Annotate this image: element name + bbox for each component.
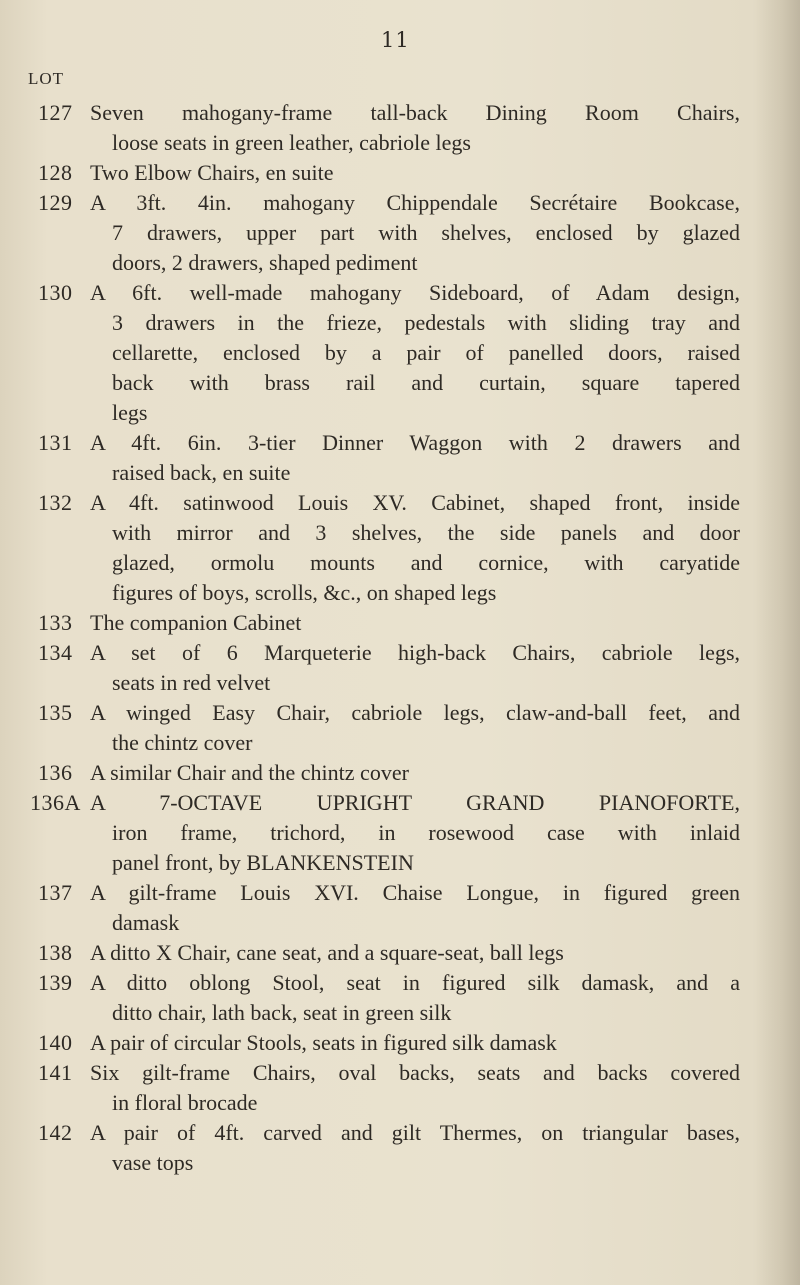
lot-description-line: 3 drawers in the frieze, pedestals with sliding tray and [112, 310, 740, 335]
lot-description-line: seats in red velvet [112, 670, 271, 695]
lot-description-line: A ditto X Chair, cane seat, and a square-seat, ball legs [90, 940, 564, 965]
lot-description [90, 1028, 740, 1058]
lot-description-line: back with brass rail and curtain, square tapered [112, 370, 740, 395]
lot-description [90, 938, 740, 968]
lot-description [90, 968, 740, 1028]
lot-description-line: A 4ft. 6in. 3-tier Dinner Waggon with 2 drawers and [90, 430, 740, 455]
lot-number: 135 [38, 700, 73, 725]
lot-description [90, 698, 740, 758]
lot-description-line: raised back, en suite [112, 460, 291, 485]
lot-description-line: A 3ft. 4in. mahogany Chippendale Secrétaire Bookcase, [90, 190, 740, 215]
lot-entry [0, 428, 800, 488]
lot-entry [0, 488, 800, 608]
lot-column-header: LOT [28, 69, 65, 88]
lot-description-line: A winged Easy Chair, cabriole legs, claw-and-ball feet, and [90, 700, 740, 725]
lot-entry [0, 1028, 800, 1058]
lot-number: 134 [38, 640, 73, 665]
lot-description-line: legs [112, 400, 148, 425]
lot-description [90, 1058, 740, 1118]
lot-entry [0, 158, 800, 188]
lot-entry [0, 188, 800, 278]
lot-number: 139 [38, 970, 73, 995]
lot-description-line: A similar Chair and the chintz cover [90, 760, 409, 785]
lot-description-line: A pair of circular Stools, seats in figured silk damask [90, 1030, 557, 1055]
lot-description-line: damask [112, 910, 180, 935]
lot-description [90, 758, 740, 788]
lot-entry [0, 968, 800, 1028]
lot-number: 130 [38, 280, 73, 305]
lot-description-line: figures of boys, scrolls, &c., on shaped legs [112, 580, 497, 605]
lot-description [90, 278, 740, 428]
lot-description-line: iron frame, trichord, in rosewood case with inlaid [112, 820, 740, 845]
lot-description-line: panel front, by BLANKENSTEIN [112, 850, 414, 875]
lot-description-line: in floral brocade [112, 1090, 258, 1115]
lot-description [90, 428, 740, 488]
lot-description-line: cellarette, enclosed by a pair of panelled doors, raised [112, 340, 740, 365]
lot-entry [0, 638, 800, 698]
lot-number: 127 [38, 100, 73, 125]
page-number: 11 [381, 28, 410, 52]
lot-description-line: A 6ft. well-made mahogany Sideboard, of Adam design, [90, 280, 740, 305]
lot-description [90, 638, 740, 698]
lot-number: 138 [38, 940, 73, 965]
lot-entry [0, 1118, 800, 1178]
lot-description-line: vase tops [112, 1150, 194, 1175]
lot-number: 142 [38, 1120, 73, 1145]
lot-entry [0, 98, 800, 158]
lot-number: 137 [38, 880, 73, 905]
lot-description [90, 488, 740, 608]
lot-description-line: A pair of 4ft. carved and gilt Thermes, on triangular bases, [90, 1120, 740, 1145]
lot-number: 132 [38, 490, 73, 515]
lot-description [90, 158, 740, 188]
lot-description-line: with mirror and 3 shelves, the side panels and door [112, 520, 740, 545]
lot-description-line: glazed, ormolu mounts and cornice, with caryatide [112, 550, 740, 575]
lot-description-line: A 4ft. satinwood Louis XV. Cabinet, shaped front, inside [90, 490, 740, 515]
lot-number: 136A [30, 790, 81, 815]
lot-description-line: The companion Cabinet [90, 610, 302, 635]
lot-number: 141 [38, 1060, 73, 1085]
lot-description-line: A gilt-frame Louis XVI. Chaise Longue, in figured green [90, 880, 740, 905]
lot-description-line: loose seats in green leather, cabriole legs [112, 130, 471, 155]
lot-number: 140 [38, 1030, 73, 1055]
lot-entry [0, 698, 800, 758]
lot-entry [0, 878, 800, 938]
lot-number: 133 [38, 610, 73, 635]
lot-entry [0, 608, 800, 638]
lot-description [90, 788, 740, 878]
lot-description-line: the chintz cover [112, 730, 253, 755]
lot-entry [0, 1058, 800, 1118]
lot-description-line: Two Elbow Chairs, en suite [90, 160, 334, 185]
lot-description [90, 98, 740, 158]
lot-description-line: A 7-OCTAVE UPRIGHT GRAND PIANOFORTE, [90, 790, 740, 815]
lot-number: 128 [38, 160, 73, 185]
lot-description-line: ditto chair, lath back, seat in green silk [112, 1000, 452, 1025]
lot-description-line: A ditto oblong Stool, seat in figured silk damask, and a [90, 970, 740, 995]
lot-description-line: 7 drawers, upper part with shelves, enclosed by glazed [112, 220, 740, 245]
lot-entry [0, 278, 800, 428]
lot-description [90, 608, 740, 638]
lot-description-line: A set of 6 Marqueterie high-back Chairs, cabriole legs, [90, 640, 740, 665]
lot-description [90, 188, 740, 278]
lot-description-line: Seven mahogany-frame tall-back Dining Room Chairs, [90, 100, 740, 125]
lot-number: 131 [38, 430, 73, 455]
lot-entry [0, 938, 800, 968]
lot-number: 129 [38, 190, 73, 215]
lot-list [0, 98, 800, 1178]
lot-description-line: doors, 2 drawers, shaped pediment [112, 250, 418, 275]
lot-entry [0, 788, 800, 878]
lot-description-line: Six gilt-frame Chairs, oval backs, seats and backs covered [90, 1060, 740, 1085]
lot-description [90, 1118, 740, 1178]
lot-description [90, 878, 740, 938]
lot-entry [0, 758, 800, 788]
lot-number: 136 [38, 760, 73, 785]
